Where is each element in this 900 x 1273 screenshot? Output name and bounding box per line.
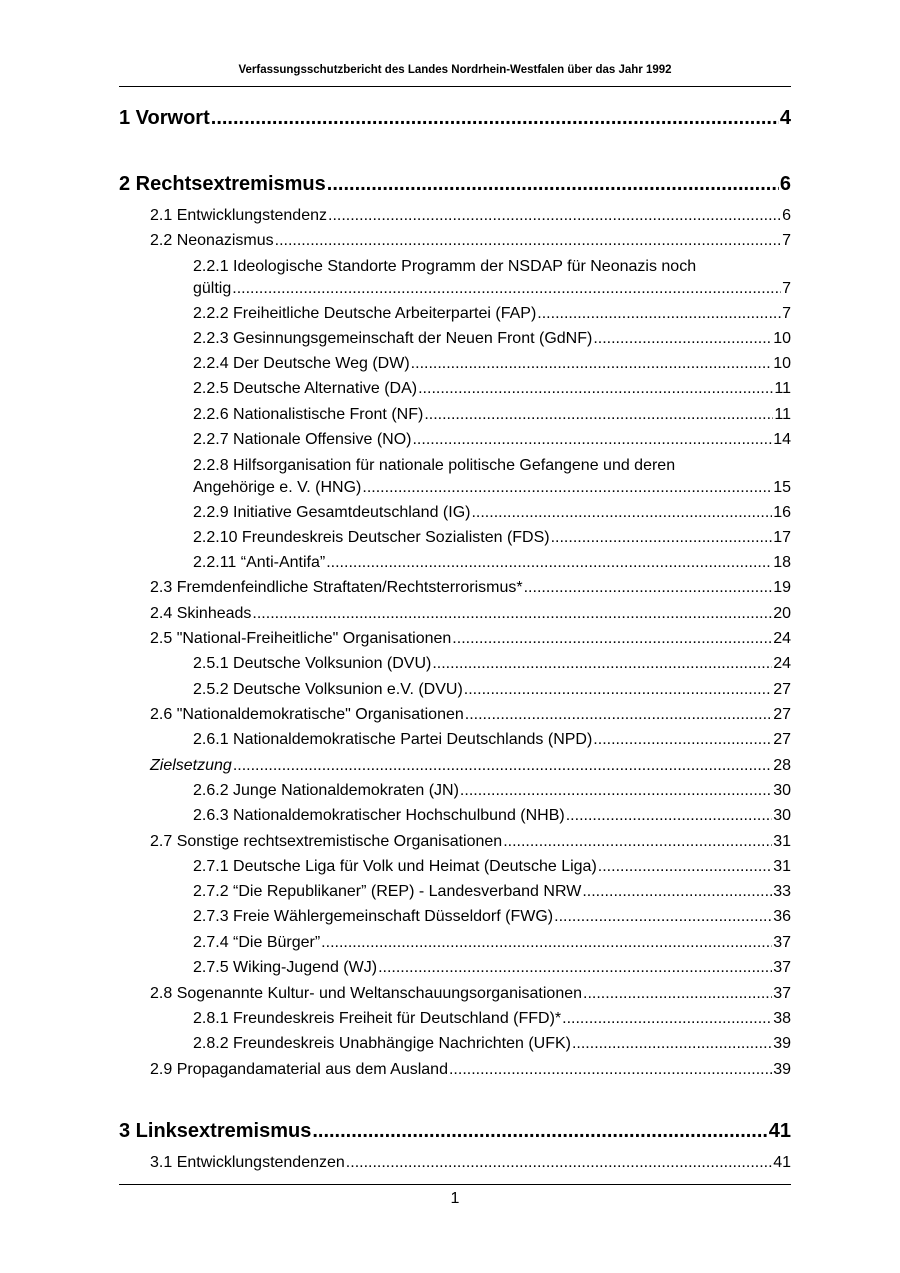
toc-entry-title: 2.6 "Nationaldemokratische" Organisationen (150, 706, 464, 723)
dot-leader (471, 504, 772, 522)
dot-leader (593, 330, 772, 348)
dot-leader (452, 630, 772, 648)
toc-page-number: 31 (773, 833, 791, 850)
toc-entry-title: 2.7.2 “Die Republikaner” (REP) - Landesverband NRW (193, 883, 582, 900)
toc-page-number: 6 (782, 207, 791, 224)
toc-page-number: 31 (773, 858, 791, 875)
toc-entry-title: 1 Vorwort (119, 107, 210, 129)
toc-entry-title: 2.4 Skinheads (150, 605, 252, 622)
toc-page-number: 30 (773, 782, 791, 799)
toc-entry[interactable] (193, 280, 791, 298)
dot-leader (326, 554, 772, 572)
dot-leader (503, 833, 772, 851)
dot-leader (566, 807, 772, 825)
toc-entry-title: 2.2.7 Nationale Offensive (NO) (193, 431, 412, 448)
toc-entry-title: 2.6.3 Nationaldemokratischer Hochschulbund (NHB) (193, 807, 565, 824)
toc-entry-title: 2.5 "National-Freiheitliche" Organisationen (150, 630, 452, 647)
toc-page-number: 24 (773, 630, 791, 647)
toc-entry-title: 2.7 Sonstige rechtsextremistische Organisationen (150, 833, 503, 850)
dot-leader (327, 173, 779, 196)
toc-entry[interactable] (150, 232, 791, 250)
dot-leader (362, 479, 772, 497)
toc-entry[interactable] (193, 305, 791, 323)
toc-entry-title: 2.2.4 Der Deutsche Weg (DW) (193, 355, 410, 372)
dot-leader (460, 782, 772, 800)
toc-entry-title: 2.2.11 “Anti-Antifa” (193, 554, 326, 571)
toc-entry[interactable] (193, 908, 791, 926)
toc-page-number: 38 (773, 1010, 791, 1027)
toc-page-number: 27 (773, 706, 791, 723)
toc-entry[interactable] (193, 858, 791, 876)
toc-page-number: 11 (774, 406, 791, 423)
page-header: Verfassungsschutzbericht des Landes Nordrhein-Westfalen über das Jahr 1992 (238, 64, 672, 76)
toc-page-number: 27 (773, 681, 791, 698)
toc-page-number: 16 (773, 504, 791, 521)
toc-page-number: 15 (773, 479, 791, 496)
toc-entry[interactable] (193, 959, 791, 977)
toc-page-number: 6 (779, 173, 791, 195)
dot-leader (411, 355, 773, 373)
dot-leader (418, 380, 773, 398)
dot-leader (598, 858, 772, 876)
dot-leader (465, 706, 772, 724)
dot-leader (432, 655, 772, 673)
toc-page-number: 18 (773, 554, 791, 571)
dot-leader (211, 107, 779, 130)
toc-page-number: 19 (773, 579, 791, 596)
toc-page-number: 17 (773, 529, 791, 546)
toc-entry[interactable] (193, 406, 791, 424)
toc-entry[interactable] (193, 731, 791, 749)
dot-leader (551, 529, 773, 547)
toc-page-number: 7 (782, 280, 791, 297)
dot-leader (593, 731, 772, 749)
toc-entry-title: 2.2.2 Freiheitliche Deutsche Arbeiterpartei (FAP) (193, 305, 537, 322)
toc-entry[interactable] (150, 833, 791, 851)
toc-page-number: 7 (782, 232, 791, 249)
toc-page-number: 7 (782, 305, 791, 322)
toc-entry-title: 2.5.1 Deutsche Volksunion (DVU) (193, 655, 432, 672)
toc-entry[interactable] (193, 655, 791, 673)
toc-entry[interactable] (193, 554, 791, 572)
toc-entry-title: 2.2.6 Nationalistische Front (NF) (193, 406, 424, 423)
toc-entry[interactable] (150, 985, 791, 1003)
toc-entry[interactable] (193, 529, 791, 547)
toc-page-number: 20 (773, 605, 791, 622)
toc-entry[interactable] (193, 355, 791, 373)
toc-entry-title: 2.7.3 Freie Wählergemeinschaft Düsseldorf (FWG) (193, 908, 554, 925)
dot-leader (321, 934, 772, 952)
toc-entry-title: 2.8.1 Freundeskreis Freiheit für Deutschland (FFD)* (193, 1010, 562, 1027)
toc-entry[interactable] (193, 1010, 791, 1028)
dot-leader (233, 757, 772, 775)
toc-entry-title: 2.2.10 Freundeskreis Deutscher Sozialisten (FDS) (193, 529, 550, 546)
toc-entry-title: 2.6.1 Nationaldemokratische Partei Deutschlands (NPD) (193, 731, 593, 748)
toc-entry-title: 2.8 Sogenannte Kultur- und Weltanschauungsorganisationen (150, 985, 583, 1002)
toc-page-number: 33 (773, 883, 791, 900)
toc-entry[interactable] (150, 706, 791, 724)
dot-leader (412, 431, 772, 449)
toc-page-number: 41 (768, 1120, 791, 1142)
toc-entry[interactable] (193, 1035, 791, 1053)
toc-entry-title: 2.2 Neonazismus (150, 232, 274, 249)
dot-leader (524, 579, 773, 597)
toc-entry[interactable] (150, 757, 791, 775)
toc-page-number: 37 (773, 934, 791, 951)
toc-page-number: 10 (773, 355, 791, 372)
toc-entry-title: 2.3 Fremdenfeindliche Straftaten/Rechtsterrorismus* (150, 579, 523, 596)
dot-leader (424, 406, 773, 424)
toc-entry[interactable] (150, 207, 791, 225)
toc-entry-title: 2.5.2 Deutsche Volksunion e.V. (DVU) (193, 681, 463, 698)
toc-page-number: 24 (773, 655, 791, 672)
dot-leader (583, 985, 772, 1003)
toc-entry-linksextremismus[interactable] (119, 1120, 791, 1143)
toc-entry-rechtsextremismus[interactable] (119, 173, 791, 196)
toc-entry-title-cont: gültig (193, 280, 232, 297)
toc-entry-vorwort[interactable] (119, 107, 791, 130)
dot-leader (537, 305, 781, 323)
toc-page-number: 11 (774, 380, 791, 397)
toc-entry-title: 3.1 Entwicklungstendenzen (150, 1154, 345, 1171)
toc-entry-title: 2.7.5 Wiking-Jugend (WJ) (193, 959, 378, 976)
toc-entry[interactable] (193, 934, 791, 952)
dot-leader (449, 1061, 772, 1079)
dot-leader (346, 1154, 772, 1172)
toc-entry[interactable] (150, 605, 791, 623)
dot-leader (464, 681, 772, 699)
toc-entry-title: 2.7.4 “Die Bürger” (193, 934, 321, 951)
toc-entry[interactable] (150, 1154, 791, 1172)
toc-entry-title-line1[interactable]: 2.2.8 Hilfsorganisation für nationale politische Gefangene und deren (193, 457, 676, 474)
toc-entry-title: 2.1 Entwicklungstendenz (150, 207, 327, 224)
toc-entry-title: 2.2.3 Gesinnungsgemeinschaft der Neuen Front (GdNF) (193, 330, 593, 347)
toc-page-number: 39 (773, 1035, 791, 1052)
toc-entry[interactable] (193, 330, 791, 348)
toc-entry-title: 3 Linksextremismus (119, 1120, 312, 1142)
dot-leader (312, 1120, 767, 1143)
toc-entry-title: 2.2.9 Initiative Gesamtdeutschland (IG) (193, 504, 471, 521)
dot-leader (275, 232, 781, 250)
dot-leader (328, 207, 781, 225)
toc-page-number: 36 (773, 908, 791, 925)
footer-rule (119, 1184, 791, 1185)
toc-entry[interactable] (150, 1061, 791, 1079)
toc-entry[interactable] (193, 681, 791, 699)
toc-page-number: 27 (773, 731, 791, 748)
toc-entry-title: 2 Rechtsextremismus (119, 173, 326, 195)
toc-entry-title: 2.8.2 Freundeskreis Unabhängige Nachrichten (UFK) (193, 1035, 571, 1052)
toc-entry[interactable] (193, 479, 791, 497)
dot-leader (572, 1035, 772, 1053)
toc-entry-title: 2.9 Propagandamaterial aus dem Ausland (150, 1061, 448, 1078)
toc-page-number: 37 (773, 959, 791, 976)
toc-entry[interactable] (193, 782, 791, 800)
toc-entry-title: 2.2.5 Deutsche Alternative (DA) (193, 380, 418, 397)
dot-leader (582, 883, 772, 901)
header-rule (119, 86, 791, 87)
toc-entry[interactable] (193, 380, 791, 398)
dot-leader (562, 1010, 772, 1028)
toc-entry[interactable] (150, 579, 791, 597)
toc-entry-title: Zielsetzung (150, 757, 232, 774)
dot-leader (378, 959, 772, 977)
dot-leader (232, 280, 781, 298)
dot-leader (554, 908, 772, 926)
toc-page-number: 28 (773, 757, 791, 774)
toc-page-number: 41 (773, 1154, 791, 1171)
toc-entry[interactable] (150, 630, 791, 648)
dot-leader (252, 605, 772, 623)
toc-page-number: 10 (773, 330, 791, 347)
toc-page-number: 4 (779, 107, 791, 129)
page-number: 1 (450, 1190, 460, 1207)
toc-page-number: 39 (773, 1061, 791, 1078)
toc-page-number: 37 (773, 985, 791, 1002)
toc-entry-title-line1[interactable]: 2.2.1 Ideologische Standorte Programm der NSDAP für Neonazis noch (193, 258, 697, 275)
toc-entry[interactable] (193, 807, 791, 825)
toc-page-number: 14 (773, 431, 791, 448)
toc-entry[interactable] (193, 431, 791, 449)
toc-entry-title: 2.6.2 Junge Nationaldemokraten (JN) (193, 782, 459, 799)
toc-page-number: 30 (773, 807, 791, 824)
toc-entry[interactable] (193, 883, 791, 901)
toc-entry-title-cont: Angehörige e. V. (HNG) (193, 479, 362, 496)
toc-entry[interactable] (193, 504, 791, 522)
toc-entry-title: 2.7.1 Deutsche Liga für Volk und Heimat (Deutsche Liga) (193, 858, 597, 875)
